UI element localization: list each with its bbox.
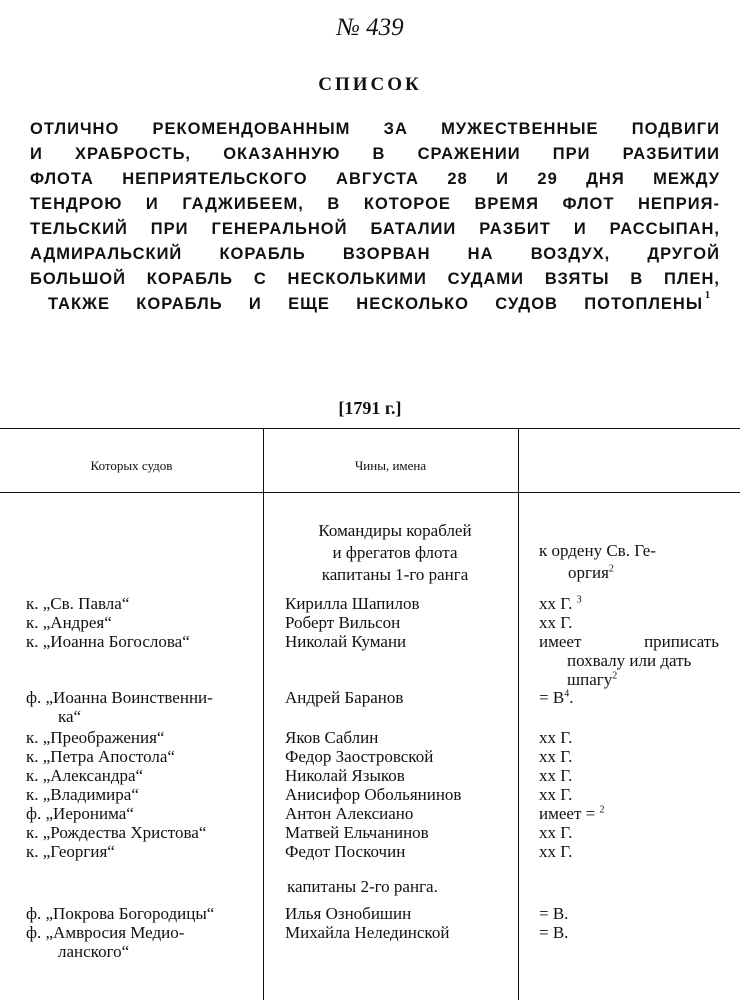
title-line: ТЕЛЬСКИЙ ПРИ ГЕНЕРАЛЬНОЙ БАТАЛИИ РАЗБИТ И РАССЫПАН, <box>30 220 720 238</box>
award-text-line: = В <box>539 688 565 707</box>
award-continuation: похвалу или дать <box>567 651 692 670</box>
officer-name: Михайла Нелединской <box>285 923 450 942</box>
award: хх Г. <box>539 766 573 785</box>
ship-name: к. „Владимира“ <box>26 785 139 804</box>
table-header-rule <box>0 492 740 493</box>
section-heading: капитаны 2-го ранга. <box>287 877 438 896</box>
officer-name: Николай Языков <box>285 766 405 785</box>
ship-continuation: ка“ <box>58 707 82 726</box>
title-line: ТЕНДРОЮ И ГАДЖИБЕЕМ, В КОТОРОЕ ВРЕМЯ ФЛОТ НЕПРИЯ- <box>30 195 720 213</box>
heading: СПИСОК <box>318 74 422 95</box>
ship-name: к. „Рождества Христова“ <box>26 823 207 842</box>
award: хх Г. <box>539 728 573 747</box>
officer-name: Федор Заостровской <box>285 747 434 766</box>
award: = В. <box>539 923 569 942</box>
officer-name: Илья Ознобишин <box>285 904 412 923</box>
footnote-mark: 2 <box>599 804 605 816</box>
award-text-line: шпагу <box>567 670 613 689</box>
section-heading: капитаны 1-го ранга <box>321 565 469 584</box>
ship-name: к. „Андрея“ <box>26 613 112 632</box>
ship-name: к. „Иоанна Богослова“ <box>26 632 190 651</box>
column-divider <box>518 428 519 1000</box>
officer-name: Николай Кумани <box>285 632 407 651</box>
ship-name: к. „Преображения“ <box>26 728 165 747</box>
award: хх Г. <box>539 823 573 842</box>
section-heading: Командиры кораблей <box>318 521 472 540</box>
officer-name: Кирилла Шапилов <box>285 594 420 613</box>
title-line: ТАКЖЕ КОРАБЛЬ И ЕЩЕ НЕСКОЛЬКО СУДОВ ПОТОПЛЕНЫ <box>48 295 703 313</box>
column-header-ships: Которых судов <box>90 458 173 473</box>
title-footnote: 1 <box>705 290 710 301</box>
ship-name: к. „Петра Апостола“ <box>26 747 175 766</box>
award-continuation <box>567 670 617 690</box>
award: = $В^4$. <box>539 688 574 707</box>
document-number: № 439 <box>336 14 404 41</box>
officer-name: Яков Саблин <box>285 728 379 747</box>
award <box>539 594 582 614</box>
title-line: ОТЛИЧНО РЕКОМЕНДОВАННЫМ ЗА МУЖЕСТВЕННЫЕ ПОДВИГИ <box>30 120 720 138</box>
title-line: ФЛОТА НЕПРИЯТЕЛЬСКОГО АВГУСТА 28 И 29 ДНЯ МЕЖДУ <box>30 170 720 188</box>
ship-name: к. „Св. Павла“ <box>26 594 130 613</box>
title-line: АДМИРАЛЬСКИЙ КОРАБЛЬ ВЗОРВАН НА ВОЗДУХ, ДРУГОЙ <box>30 245 720 263</box>
footnote-mark: 3 <box>576 594 582 606</box>
officer-name: Анисифор Обольянинов <box>285 785 462 804</box>
ship-name: ф. „Иоанна Воинственни- <box>26 688 213 707</box>
award: хх Г. <box>539 785 573 804</box>
year: [1791 г.] <box>338 398 402 418</box>
footnote-mark: 2 <box>608 563 614 575</box>
award-text <box>568 563 614 583</box>
ship-name: ф. „Амвросия Медио- <box>26 923 185 942</box>
award: имеет приписать <box>539 632 719 651</box>
award <box>539 804 604 824</box>
ship-continuation: ланского“ <box>58 942 130 961</box>
officer-name: Антон Алексиано <box>285 804 414 823</box>
award: = В. <box>539 904 569 923</box>
title-line: БОЛЬШОЙ КОРАБЛЬ С НЕСКОЛЬКИМИ СУДАМИ ВЗЯТЫ В ПЛЕН, <box>30 270 720 288</box>
ship-name: ф. „Иеронима“ <box>26 804 134 823</box>
title-line: И ХРАБРОСТЬ, ОКАЗАННУЮ В СРАЖЕНИИ ПРИ РАЗБИТИИ <box>30 145 720 163</box>
officer-name: Андрей Баранов <box>285 688 404 707</box>
award: хх Г. <box>539 842 573 861</box>
officer-name: Федот Поскочин <box>285 842 406 861</box>
officer-name: Роберт Вильсон <box>285 613 401 632</box>
ship-name: к. „Александра“ <box>26 766 144 785</box>
footnote-mark: 2 <box>612 670 618 682</box>
column-divider <box>263 428 264 1000</box>
award: хх Г. <box>539 747 573 766</box>
ship-name: к. „Георгия“ <box>26 842 115 861</box>
award-text-line: хх Г. <box>539 594 573 613</box>
award: хх Г. <box>539 613 573 632</box>
officer-name: Матвей Ельчанинов <box>285 823 429 842</box>
award-text: к ордену Св. Ге- <box>539 541 656 560</box>
award-text-line: оргия <box>568 563 609 582</box>
ship-name: ф. „Покрова Богородицы“ <box>26 904 215 923</box>
award-text-line: имеет = <box>539 804 596 823</box>
table-top-rule <box>0 428 740 429</box>
section-heading: и фрегатов флота <box>332 543 458 562</box>
footnote-mark: 4 <box>564 688 570 700</box>
column-header-ranks: Чины, имена <box>354 458 427 473</box>
